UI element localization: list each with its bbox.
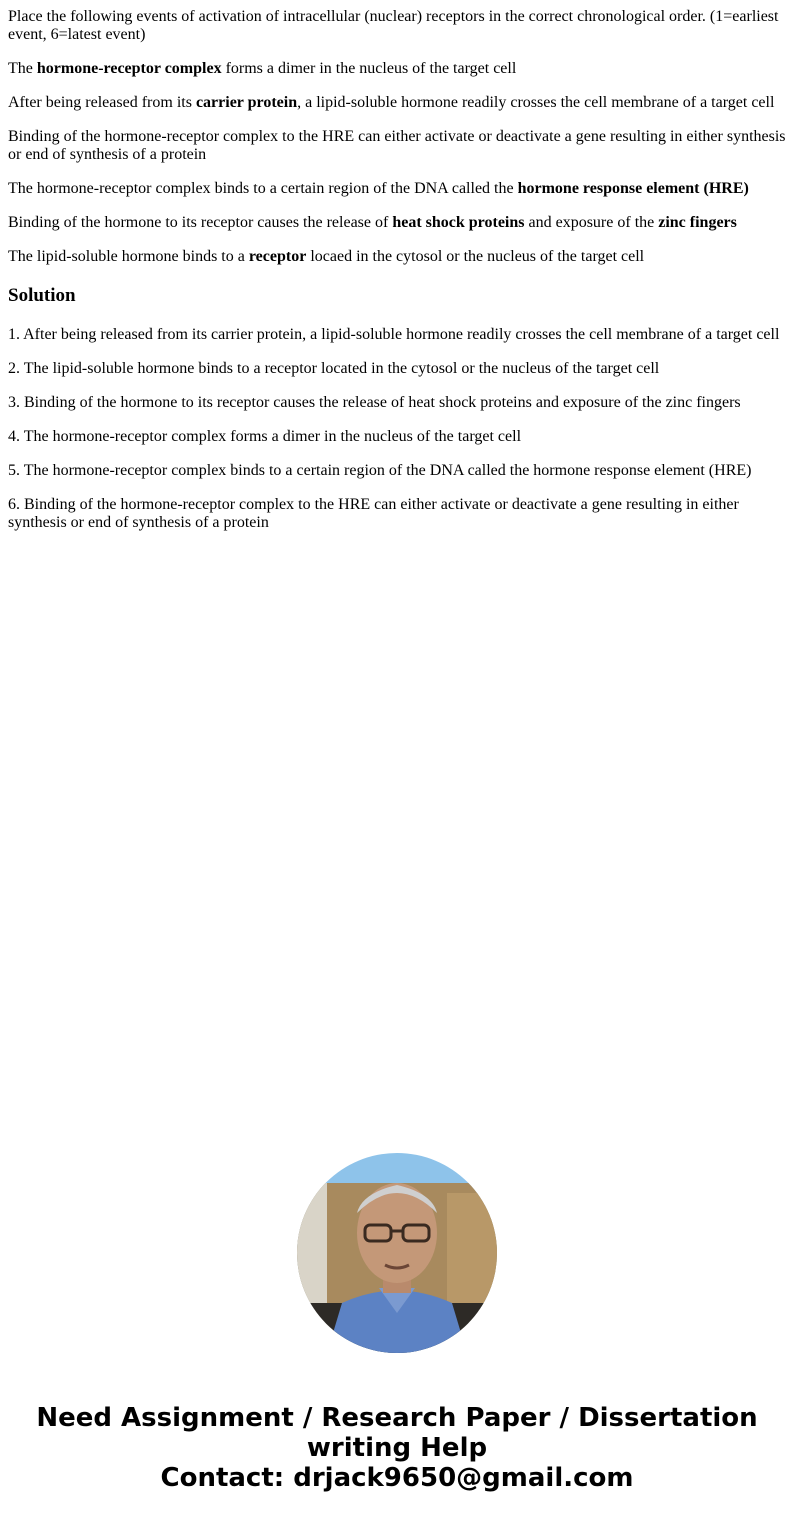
item-6-text-a: The lipid-soluble hormone binds to a [8, 248, 249, 265]
solution-step-5: 5. The hormone-receptor complex binds to a certain region of the DNA called the hormone response element (HRE) [8, 462, 752, 479]
item-1-text-a: The [8, 60, 37, 77]
footer-line-2: writing Help [306, 1433, 488, 1463]
solution-step-4: 4. The hormone-receptor complex forms a dimer in the nucleus of the target cell [8, 428, 522, 445]
item-4-text-a: The hormone-receptor complex binds to a certain region of the DNA called the [8, 180, 518, 197]
item-2-text-a: After being released from its [8, 94, 196, 111]
footer-contact [0, 1403, 794, 1493]
solution-step-2: 2. The lipid-soluble hormone binds to a receptor located in the cytosol or the nucleus of the target cell [8, 360, 660, 377]
solution-heading: Solution [8, 285, 76, 306]
question-item-4 [8, 180, 788, 198]
footer-line-3: Contact: drjack9650@gmail.com [160, 1463, 634, 1493]
avatar [297, 1153, 497, 1353]
question-item-3: Binding of the hormone-receptor complex to the HRE can either activate or deactivate a gene resulting in either synthesis or end of synthesis of a protein [8, 128, 786, 163]
question-item-5 [8, 214, 788, 232]
question-item-6 [8, 248, 788, 266]
item-5-bold-a: heat shock proteins [392, 214, 525, 231]
question-prompt: Place the following events of activation of intracellular (nuclear) receptors in the correct chronological order. (1=earliest event, 6=latest event) [8, 8, 779, 43]
question-item-1 [8, 60, 788, 78]
solution-step-3: 3. Binding of the hormone to its receptor causes the release of heat shock proteins and exposure of the zinc fingers [8, 394, 741, 411]
document-body [8, 8, 788, 548]
item-2-text-b: , a lipid-soluble hormone readily crosses the cell membrane of a target cell [297, 94, 775, 111]
solution-step-1: 1. After being released from its carrier protein, a lipid-soluble hormone readily crosses the cell membrane of a target cell [8, 326, 780, 343]
item-6-text-b: locaed in the cytosol or the nucleus of the target cell [306, 248, 645, 265]
avatar-portrait-icon [297, 1153, 497, 1353]
item-2-bold: carrier protein [195, 94, 298, 111]
item-4-bold: hormone response element (HRE) [517, 180, 749, 197]
item-5-text-a: Binding of the hormone to its receptor causes the release of [8, 214, 393, 231]
item-1-bold: hormone-receptor complex [36, 60, 222, 77]
item-6-bold: receptor [248, 248, 307, 265]
question-item-2 [8, 94, 788, 112]
solution-step-6: 6. Binding of the hormone-receptor complex to the HRE can either activate or deactivate a gene resulting in either synthesis or end of synthesis of a protein [8, 496, 739, 531]
item-5-text-b: and exposure of the [524, 214, 659, 231]
item-5-bold-b: zinc fingers [658, 214, 737, 231]
item-1-text-b: forms a dimer in the nucleus of the target cell [221, 60, 517, 77]
footer-line-1: Need Assignment / Research Paper / Dissertation [36, 1403, 758, 1433]
